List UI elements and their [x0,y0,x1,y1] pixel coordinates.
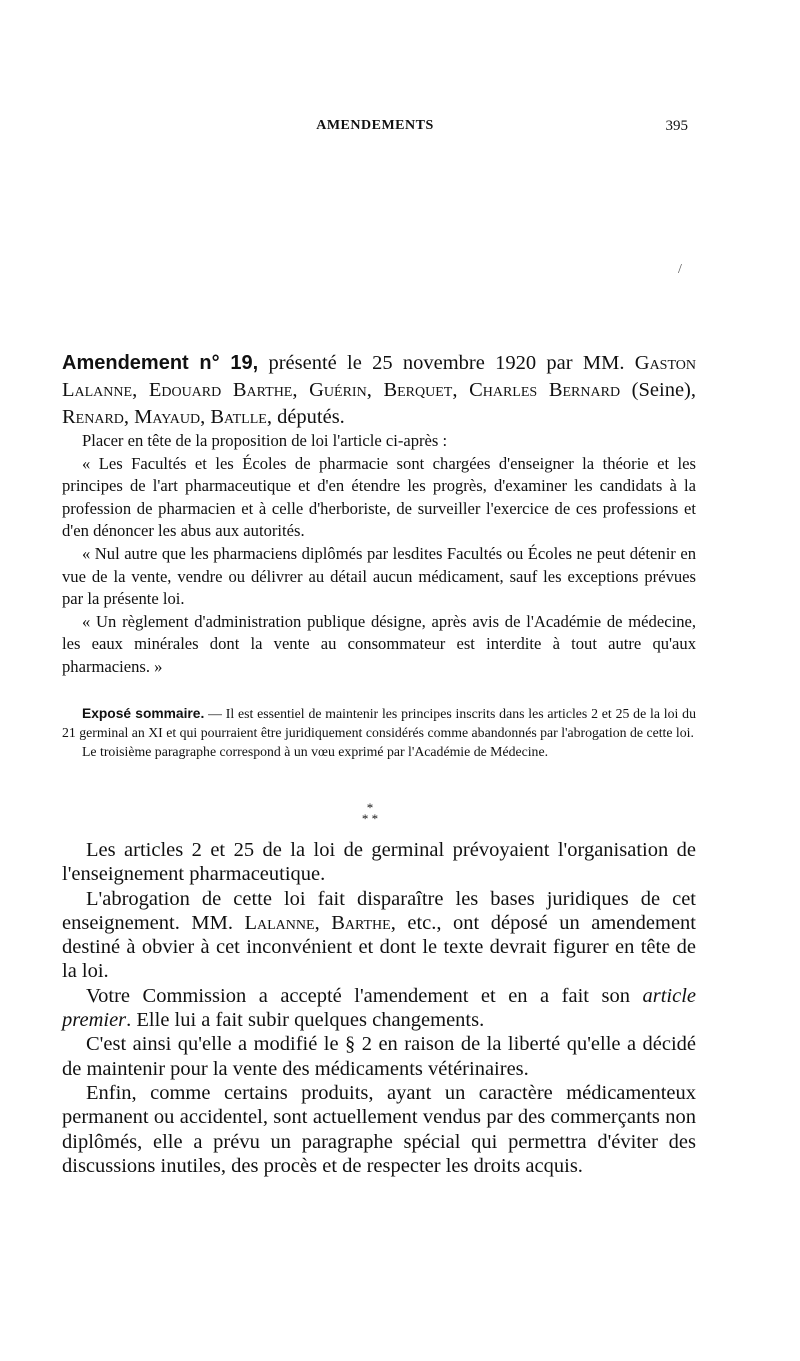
author-name: Berquet [383,379,453,401]
author-name: Charles Bernard [469,379,621,401]
amendment-paragraph: « Un règlement d'administration publique désigne, après avis de l'Académie de médecine, les eaux minérales dont la vente au consommateur est interdite à tout autre qu'aux pharmaciens. » [62,611,696,676]
expose-paragraph: Le troisième paragraphe correspond à un vœu exprimé par l'Académie de Médecine. [82,744,549,760]
report-paragraph [62,887,696,984]
author-name: Edouard Barthe [148,379,293,401]
running-title: AMENDEMENTS [316,118,434,133]
seine-note: (Seine), [620,379,697,401]
amendment-body [62,430,696,679]
expose-sommaire [62,704,696,762]
author-name: Guérin [309,379,367,401]
expose-dash: — [204,706,226,721]
amendment-number: Amendement n° 19, [62,352,259,374]
amendment-paragraph: Placer en tête de la proposition de loi l'article ci-après : [82,431,448,450]
stray-mark: / [678,262,682,277]
commission-report [62,838,696,1178]
expose-lead: Exposé sommaire. [82,706,205,721]
amendment-intro: présenté le 25 novembre 1920 par MM. [258,352,635,374]
expose-text: Il est essentiel de maintenir les principes inscrits dans les articles 2 et 25 de la loi du 21 germinal an XI et qui pourraient être juridiquement considérés comme abandonnés par l'abrogation de cette loi. [62,706,696,741]
article-premier-emphasis: article premier [62,984,696,1032]
expose-paragraph [62,704,696,742]
asterism-top: * [366,800,374,815]
report-paragraph: C'est ainsi qu'elle a modifié le § 2 en raison de la liberté qu'elle a décidé de maintenir pour la vente des médicaments vétérinaires. [62,1033,696,1080]
asterism [345,802,395,824]
author-name: Mayaud [134,406,201,428]
report-text: Votre Commission a accepté l'amendement et en a fait son [86,984,643,1007]
running-head [62,118,688,138]
report-text: L'abrogation de cette loi fait disparaître les bases juridiques de cet enseignement. MM. [62,887,696,934]
author-name: Renard [62,406,124,428]
report-text: , etc., ont déposé un amendement destiné à obvier à cet inconvénient et dont le texte devrait figurer en tête de la loi. [62,911,696,983]
amendment-paragraph: « Nul autre que les pharmaciens diplômés par lesdites Facultés ou Écoles ne peut détenir en vue de la vente, vendre ou délivrer au détail aucun médicament, sauf les exceptions prévues par la présente loi. [62,543,696,609]
report-paragraph: Enfin, comme certains produits, ayant un caractère médicamenteux permanent ou accidentel, sont actuellement vendus par des commerçants non diplômés, elle a prévu un paragraphe spécial qui permettra d'éviter des discussions inutiles, des procès et de respecter les droits acquis. [62,1081,696,1177]
page-number: 395 [665,118,688,134]
report-text: . Elle lui a fait subir quelques changements. [126,1009,485,1032]
report-paragraph [62,984,696,1033]
amendment-paragraph: « Les Facultés et les Écoles de pharmacie sont chargées d'enseigner la théorie et les principes de l'art pharmaceutique et d'en étendre les progrès, d'examiner les candidats à la profession de pharmacien et à celle d'herboriste, de surveiller l'exercice de ces professions et d'en dénoncer les abus aux autorités. [62,453,696,541]
author-name: Gaston Lalanne [62,352,696,401]
author-name: Batlle [210,406,267,428]
report-paragraph: Les articles 2 et 25 de la loi de germinal prévoyaient l'organisation de l'enseignement pharmaceutique. [62,839,696,886]
amendment-closing: , députés. [266,406,345,428]
separator: , [314,911,332,934]
deputy-name: Barthe [331,911,391,934]
deputy-name: Lalanne [244,911,315,934]
amendment-heading: Amendement n° 19, présenté le 25 novembre 1920 par MM. Gaston Lalanne, Edouard Barthe, Guérin, Berquet, Charles Bernard (Seine), Renard, Mayaud, Batlle, députés. [62,352,697,428]
asterism-bottom: * * [361,811,379,826]
